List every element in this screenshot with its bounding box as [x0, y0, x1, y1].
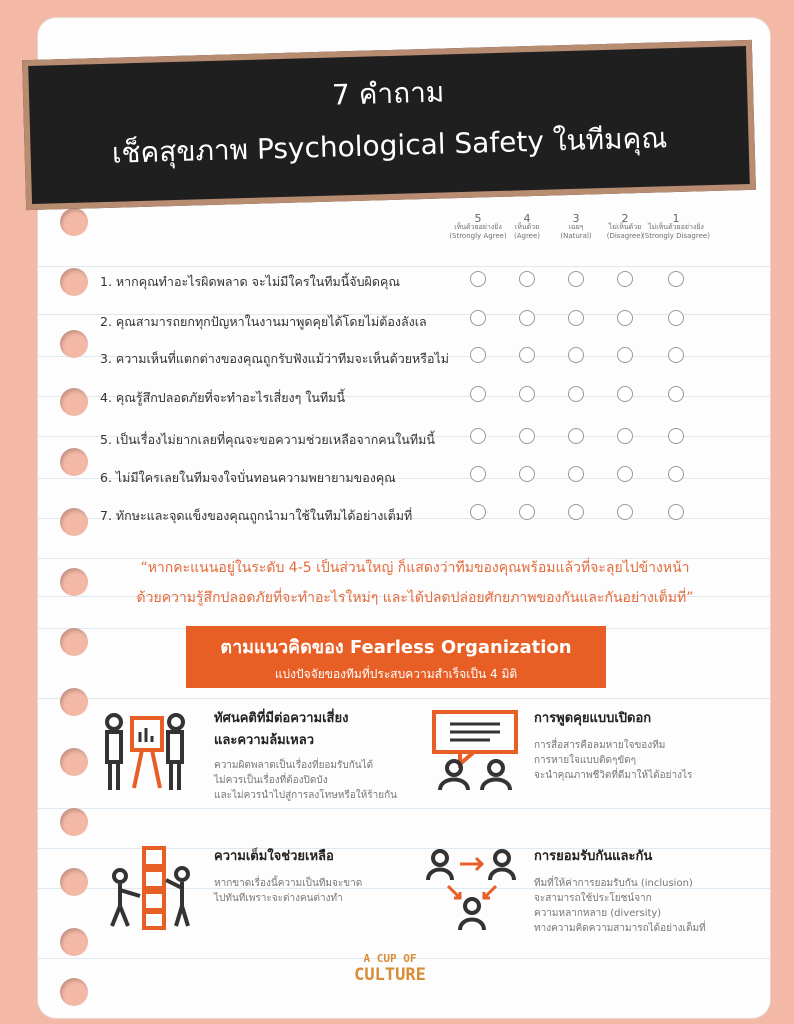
rating-radio[interactable] [470, 466, 486, 482]
rating-radio[interactable] [668, 428, 684, 444]
scale-header-5: 5 เห็นด้วยอย่างยิ่ง (Strongly Agree) [449, 212, 507, 240]
binder-hole [60, 448, 88, 476]
question-text: 6. ไม่มีใครเลยในทีมจงใจบั่นทอนความพยายามของคุณ [100, 470, 396, 485]
rating-radio[interactable] [668, 347, 684, 363]
question-text: 5. เป็นเรื่องไม่ยากเลยที่คุณจะขอความช่วยเหลือจากคนในทีมนี้ [100, 432, 435, 447]
section-title-risk: ทัศนคติที่มีต่อความเสี่ยง และความล้มเหลว [214, 711, 349, 748]
rating-radio[interactable] [617, 386, 633, 402]
rating-radio[interactable] [617, 504, 633, 520]
question-text: 4. คุณรู้สึกปลอดภัยที่จะทำอะไรเสี่ยงๆ ในทีมนี้ [100, 390, 346, 405]
binder-hole [60, 688, 88, 716]
question-text: 2. คุณสามารถยกทุกปัญหาในงานมาพูดคุยได้โดยไม่ต้องลังเล [100, 314, 427, 329]
rating-radio[interactable] [568, 347, 584, 363]
presentation-icon [104, 712, 188, 792]
binder-hole [60, 868, 88, 896]
section-body-risk: ความผิดพลาดเป็นเรื่องที่ยอมรับกันได้ ไม่ควรเป็นเรื่องที่ต้องปิดบัง และไม่ควรนำไปสู่การลงโทษหรือให้ร้ายกัน [214, 760, 397, 801]
scale-header-2: 2 ไม่เห็นด้วย (Disagree) [606, 212, 644, 240]
rating-radio[interactable] [470, 504, 486, 520]
rating-radio[interactable] [617, 271, 633, 287]
binder-hole [60, 330, 88, 358]
rating-radio[interactable] [470, 310, 486, 326]
rating-radio[interactable] [519, 504, 535, 520]
rating-radio[interactable] [668, 310, 684, 326]
rating-radio[interactable] [668, 386, 684, 402]
chat-icon [430, 708, 520, 792]
rating-radio[interactable] [617, 428, 633, 444]
binder-hole [60, 268, 88, 296]
section-body-open-talk: การสื่อสารคือลมหายใจของทีม การหายใจแบบติดๆขัดๆ จะนำคุณภาพชีวิตที่ดีมาให้ได้อย่างไร [534, 740, 693, 781]
rating-radio[interactable] [617, 347, 633, 363]
binder-hole [60, 508, 88, 536]
section-body-willingness: หากขาดเรื่องนี้ความเป็นทีมจะขาด ไปทันทีเพราะจะต่างคนต่างทำ [214, 878, 363, 904]
rating-radio[interactable] [519, 347, 535, 363]
rating-radio[interactable] [568, 466, 584, 482]
question-text: 1. หากคุณทำอะไรผิดพลาด จะไม่มีใครในทีมนี้จับผิดคุณ [100, 274, 400, 289]
rating-radio[interactable] [519, 428, 535, 444]
teamwork-icon [106, 846, 196, 930]
rating-radio[interactable] [470, 428, 486, 444]
page-title-line2: เช็คสุขภาพ Psychological Safety ในทีมคุณ [111, 121, 668, 170]
rating-radio[interactable] [617, 466, 633, 482]
binder-hole [60, 208, 88, 236]
rating-radio[interactable] [519, 271, 535, 287]
section-title-open-talk: การพูดคุยแบบเปิดอก [534, 711, 652, 726]
rating-radio[interactable] [568, 310, 584, 326]
rating-radio[interactable] [519, 466, 535, 482]
binder-hole [60, 928, 88, 956]
rating-radio[interactable] [568, 386, 584, 402]
rating-radio[interactable] [470, 386, 486, 402]
section-title-inclusion: การยอมรับกันและกัน [534, 849, 653, 864]
binder-hole [60, 628, 88, 656]
binder-hole [60, 978, 88, 1006]
rating-radio[interactable] [470, 271, 486, 287]
people-network-icon [424, 846, 520, 936]
scale-header-3: 3 เฉยๆ (Natural) [560, 212, 592, 240]
rating-radio[interactable] [668, 466, 684, 482]
result-quote: “หากคะแนนอยู่ในระดับ 4-5 เป็นส่วนใหญ่ ก็แสดงว่าทีมของคุณพร้อมแล้วที่จะลุยไปข้างหน้า ด้วยความรู้สึกปลอดภัยที่จะทำอะไรใหม่ๆ และได้ปลดปล่อยศักยภาพของกันและกันอย่างเต็มที่” [136, 560, 694, 606]
rating-radio[interactable] [568, 428, 584, 444]
rating-radio[interactable] [668, 271, 684, 287]
rating-radio[interactable] [568, 271, 584, 287]
section-title-willingness: ความเต็มใจช่วยเหลือ [214, 849, 334, 864]
rating-radio[interactable] [568, 504, 584, 520]
question-text: 7. ทักษะและจุดแข็งของคุณถูกนำมาใช้ในทีมได้อย่างเต็มที่ [100, 508, 413, 523]
binder-hole [60, 568, 88, 596]
question-text: 3. ความเห็นที่แตกต่างของคุณถูกรับฟังแม้ว่าทีมจะเห็นด้วยหรือไม่ [100, 351, 450, 366]
binder-hole [60, 388, 88, 416]
scale-header-1: 1 ไม่เห็นด้วยอย่างยิ่ง (Strongly Disagree) [642, 212, 710, 240]
rating-radio[interactable] [668, 504, 684, 520]
rating-radio[interactable] [519, 310, 535, 326]
rating-radio[interactable] [470, 347, 486, 363]
section-body-inclusion: ทีมที่ให้ค่าการยอมรับกัน (inclusion) จะสามารถใช้ประโยชน์จาก ความหลากหลาย (diversity) ทางความคิดความสามารถได้อย่างเต็มที่ [534, 878, 706, 934]
a-cup-of-culture-logo: A CUP OF CULTURE [354, 952, 426, 985]
title-banner [22, 40, 756, 210]
scale-header-4: 4 เห็นด้วย (Agree) [513, 212, 541, 240]
page-title-line1: 7 คำถาม [331, 75, 445, 112]
binder-hole [60, 808, 88, 836]
rating-radio[interactable] [519, 386, 535, 402]
rating-radio[interactable] [617, 310, 633, 326]
fearless-organization-banner: ตามแนวคิดของ Fearless Organization แบ่งปัจจัยของทีมที่ประสบความสำเร็จเป็น 4 มิติ [186, 626, 606, 688]
binder-hole [60, 748, 88, 776]
